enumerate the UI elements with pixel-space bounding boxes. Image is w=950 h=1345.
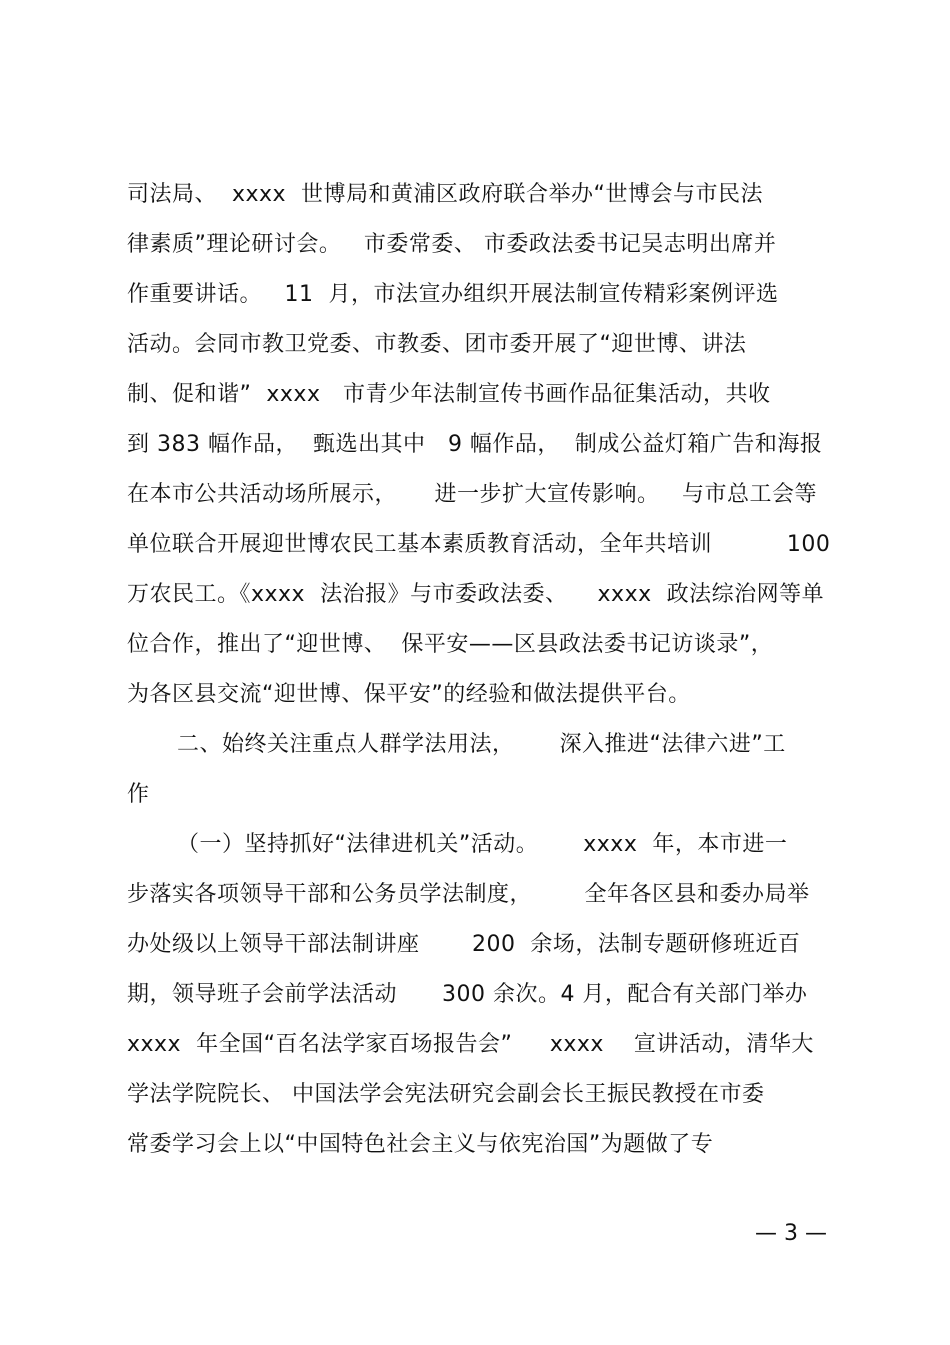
text-line-15: 步落实各项领导干部和公务员学法制度， 全年各区县和委办局举: [127, 882, 810, 907]
subsection-heading-1: （一）坚持抓好“法律进机关”活动。 xxxx 年，本市进一: [177, 832, 788, 857]
text-line-1: 司法局、 xxxx 世博局和黄浦区政府联合举办“世博会与市民法: [127, 182, 763, 207]
page-number: — 3 —: [755, 1221, 827, 1246]
text-line-20: 常委学习会上以“中国特色社会主义与依宪治国”为题做了专: [127, 1132, 714, 1157]
text-line-7: 在本市公共活动场所展示， 进一步扩大宣传影响。 与市总工会等: [127, 482, 817, 507]
text-line-4: 活动。会同市教卫党委、市教委、团市委开展了“迎世博、讲法: [127, 332, 747, 357]
text-line-17: 期，领导班子会前学法活动 300 余次。4 月，配合有关部门举办: [127, 982, 808, 1007]
text-line-16: 办处级以上领导干部法制讲座 200 余场，法制专题研修班近百: [127, 932, 801, 957]
text-line-8: 单位联合开展迎世博农民工基本素质教育活动，全年共培训 100: [127, 532, 831, 557]
section-heading-2: 二、始终关注重点人群学法用法， 深入推进“法律六进”工: [177, 732, 786, 757]
text-line-3: 作重要讲话。 11 月，市法宣办组织开展法制宣传精彩案例评选: [127, 282, 779, 307]
text-line-18: xxxx 年全国“百名法学家百场报告会” xxxx 宣讲活动，清华大: [127, 1032, 814, 1057]
text-line-11: 为各区县交流“迎世博、保平安”的经验和做法提供平台。: [127, 682, 691, 707]
text-line-19: 学法学院院长、 中国法学会宪法研究会副会长王振民教授在市委: [127, 1082, 765, 1107]
text-line-2: 律素质”理论研讨会。 市委常委、 市委政法委书记吴志明出席并: [127, 232, 777, 257]
text-line-6: 到 383 幅作品， 甄选出其中 9 幅作品， 制成公益灯箱广告和海报: [127, 432, 823, 457]
text-line-5: 制、促和谐” xxxx 市青少年法制宣传书画作品征集活动，共收: [127, 382, 771, 407]
text-line-9: 万农民工。《xxxx 法治报》与市委政法委、 xxxx 政法综治网等单: [127, 582, 825, 607]
section-heading-2-continued: 作: [127, 782, 150, 807]
text-line-10: 位合作，推出了“迎世博、 保平安——区县政法委书记访谈录”，: [127, 632, 774, 657]
